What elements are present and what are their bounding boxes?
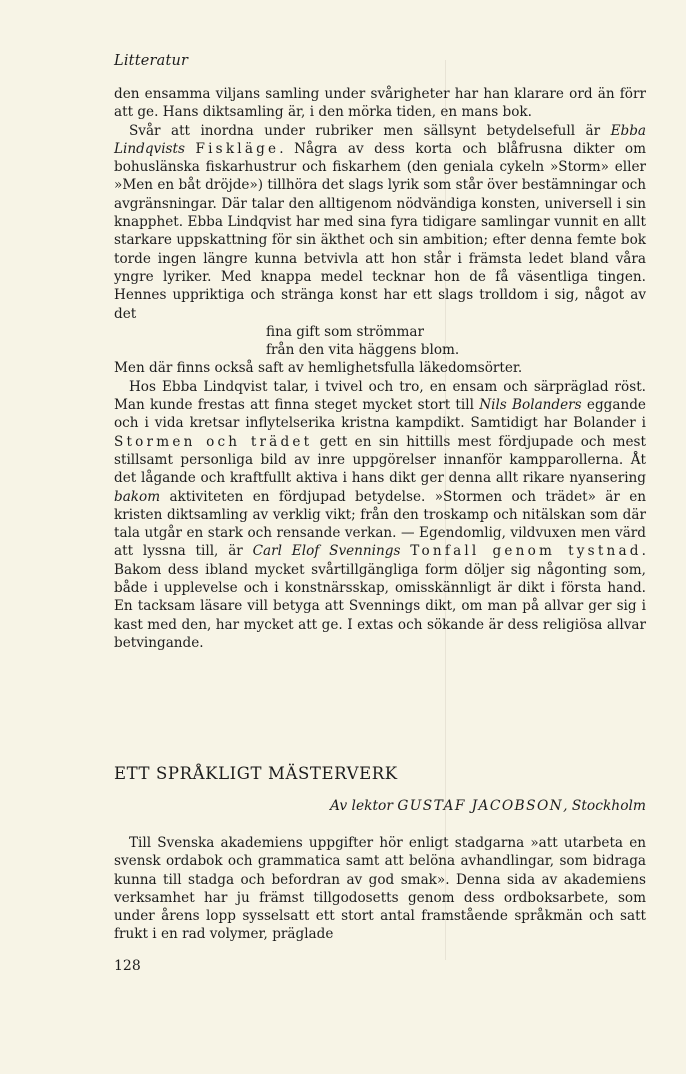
text-run: . Bakom dess ibland mycket svårtillgängliga form döljer sig någonting som, både i upplevelse och i konstnärsskap, omisskännligt är dikt i första hand. En tacksam läsare vill betyga att Svennings dikt, om man på allvar ger sig i kast med den, har mycket att ge. I extas och sökande är dess religiösa allvar betvingande. — [114, 543, 646, 651]
title-fiskläge: Fiskläge — [195, 140, 280, 157]
review-line-2: än förr att ge. Hans diktsamling är, i den mörka tiden, en mans bok. — [114, 86, 646, 121]
text-run: eggande och i vida kretsar inflytelserika kristna kampdikt. Samtidigt har Bolander i — [114, 397, 646, 432]
text-run: gett en sin hittills mest fördjupade och mest stillsamt personliga bild av inre uppgörelser innanför kampparollerna. Åt det lågande och kraftfullt aktiva i hans dikt ger denna allt rikare nyansering — [114, 433, 647, 487]
section-title: ETT SPRÅKLIGT MÄSTERVERK — [114, 763, 398, 783]
byline-author: GUSTAF JACOBSON — [397, 798, 564, 814]
review-paragraph-1 — [114, 85, 646, 122]
quote-line-1: fina gift som strömmar — [266, 323, 424, 340]
text-run: . Några av dess korta och blåfrusna dikter om bohuslänska fiskarhustrur och fiskarhem (den geniala cykeln »Storm» eller »Men en båt dröjde») tillhöra det slags lyrik som står över bestämningar och avgränsningar. Där talar den alltigenom nödvändiga konsten, universell i sin knapphet. Ebba Lindqvist har med sina fyra tidigare samlingar vunnit en allt starkare uppskattning för sin äkthet och sin ambition; efter denna femte bok torde ingen längre kunna betvivla att hon står i främsta ledet bland våra yngre lyriker. Med knappa medel tecknar hon de få väsentliga tingen. Hennes uppriktiga och stränga konst har ett slags trolldom i sig, något av det — [114, 140, 646, 322]
text-run: Svår att inordna under rubriker men sällsynt betydelsefull är — [128, 122, 611, 139]
quote-line-2: från den vita häggens blom. — [266, 342, 460, 359]
review-line-1: den ensamma viljans samling under svårigheter har han klarare ord — [114, 86, 593, 102]
review-text — [114, 85, 646, 652]
running-head: Litteratur — [114, 53, 189, 69]
title-stormen-och-tradet: Stormen och trädet — [114, 433, 313, 450]
review-paragraph-4 — [114, 378, 646, 652]
text-run: aktiviteten en fördjupad betydelse. »Stormen och trädet» är en kristen diktsamling av verklig vikt; från den troskamp och nitälskan som där tala utgår en stark och rensande verkan. — Egendomlig, vildvuxen men värd att lyssna till, är — [114, 488, 646, 560]
text-run: Hos Ebba Lindqvist talar, i tvivel och tro, en ensam och särpräglad röst. Man kunde frestas att finna steget mycket stort till — [114, 378, 646, 414]
author-name-lindqvist: Ebba Lindqvists — [114, 122, 646, 157]
author-name-bolander: Nils Bolanders — [479, 397, 582, 414]
title-tonfall-genom-tystnad: Tonfall genom tystnad — [410, 543, 642, 560]
byline — [330, 798, 646, 814]
review-paragraph-2 — [114, 122, 646, 323]
article-text — [114, 834, 646, 944]
review-paragraph-3: Men där finns också saft av hemlighetsfulla läkedomsörter. — [114, 360, 523, 377]
author-name-svenning: Carl Elof Svennings — [252, 543, 401, 560]
byline-prefix: Av lektor — [329, 798, 393, 814]
emphasis-bakom: bakom — [114, 488, 161, 505]
poem-quote — [114, 323, 646, 360]
page-number: 128 — [114, 958, 141, 974]
article-paragraph-1: Till Svenska akademiens uppgifter hör enligt stadgarna »att utarbeta en svensk ordabok och grammatica samt att belöna avhandlingar, som bidraga kunna till stadga och befordran av god smak». Denna sida av akademiens verksamhet har ju främst tillgodosetts genom dess ordboksarbete, som under årens lopp sysselsatt ett stort antal framstående språkmän och satt frukt i en rad volymer, präglade — [114, 835, 646, 943]
byline-place: , Stockholm — [563, 798, 646, 814]
